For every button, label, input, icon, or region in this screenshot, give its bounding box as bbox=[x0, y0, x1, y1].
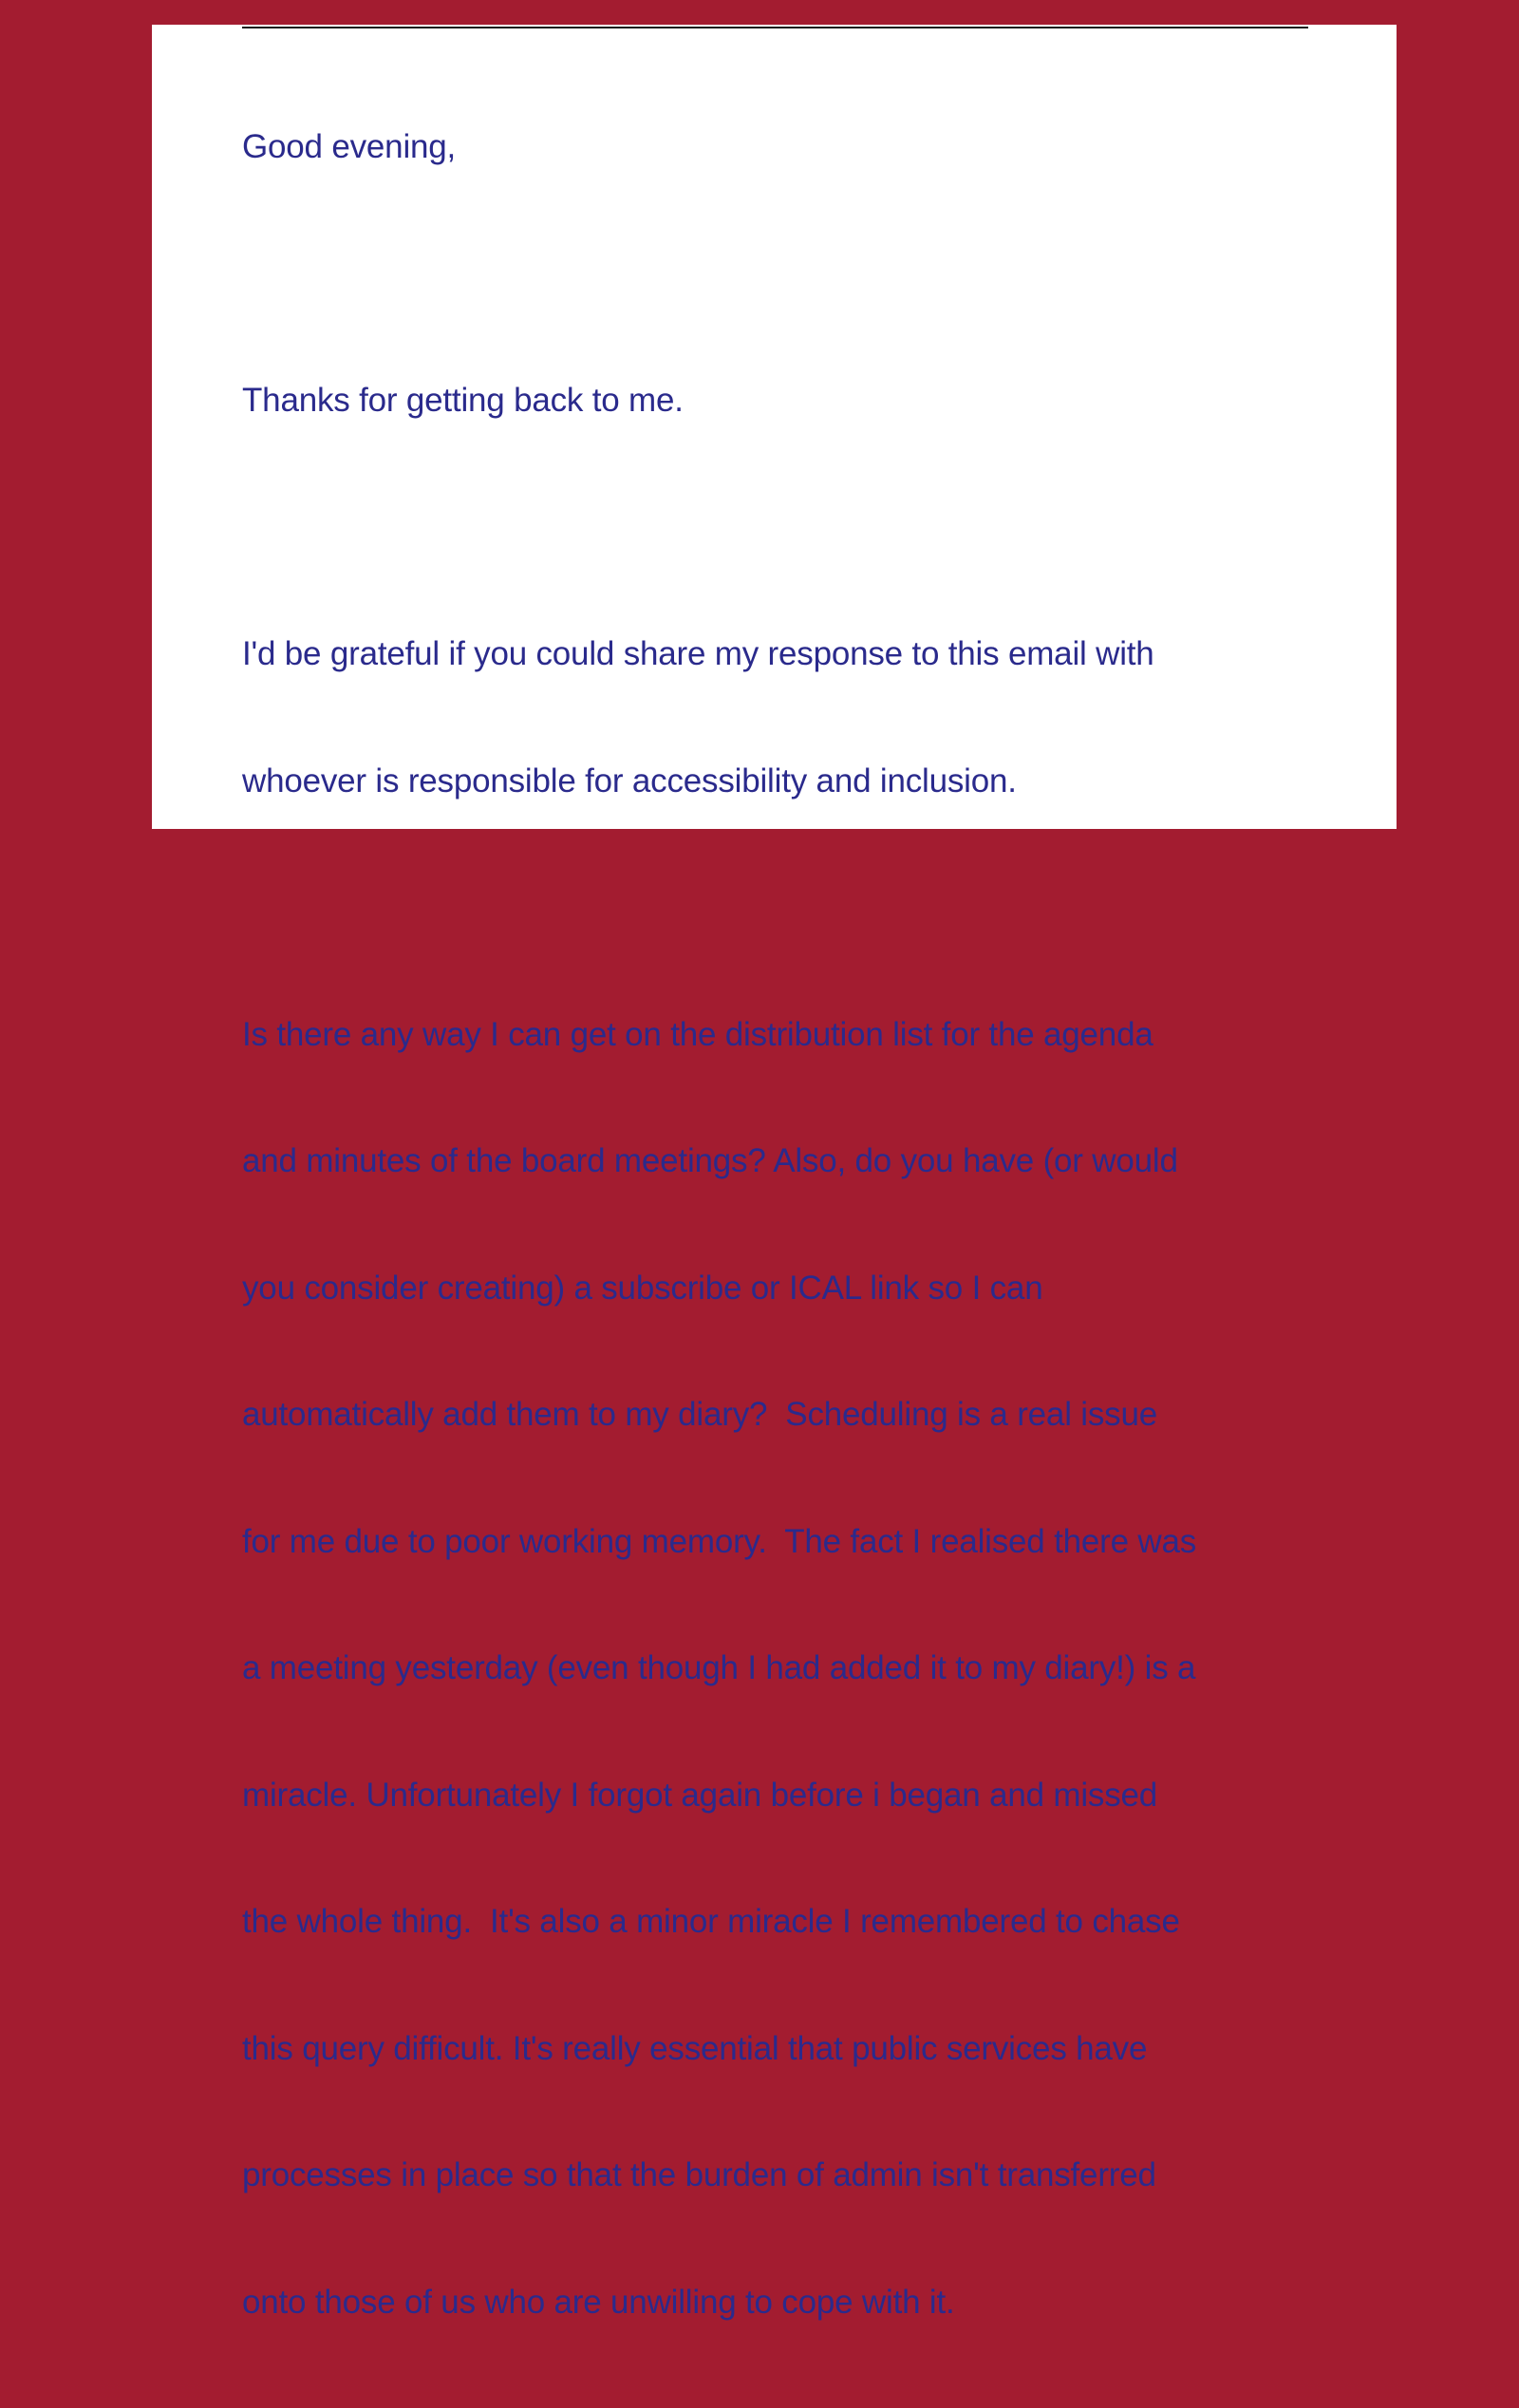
thanks-paragraph bbox=[242, 295, 1343, 507]
body-line: the whole thing. It's also a minor miracle I remembered to chase bbox=[242, 1901, 1343, 1944]
body-line: automatically add them to my diary? Scheduling is a real issue bbox=[242, 1394, 1343, 1437]
body-line: Is there any way I can get on the distribution list for the agenda bbox=[242, 1014, 1343, 1057]
email-body bbox=[242, 42, 1343, 2408]
body-line: this query difficult. It's really essential that public services have bbox=[242, 2028, 1343, 2071]
request-line: I'd be grateful if you could share my response to this email with bbox=[242, 633, 1343, 676]
body-line: miracle. Unfortunately I forgot again before i began and missed bbox=[242, 1775, 1343, 1817]
body-line: and minutes of the board meetings? Also, do you have (or would bbox=[242, 1140, 1343, 1183]
greeting-paragraph bbox=[242, 42, 1343, 254]
email-card bbox=[152, 25, 1397, 829]
greeting-line: Good evening, bbox=[242, 126, 1343, 169]
top-divider bbox=[242, 27, 1308, 28]
body-line: for me due to poor working memory. The fact I realised there was bbox=[242, 1521, 1343, 1564]
main-paragraph bbox=[242, 930, 1343, 2408]
request-paragraph bbox=[242, 549, 1343, 887]
body-line: processes in place so that the burden of admin isn't transferred bbox=[242, 2154, 1343, 2197]
body-line: onto those of us who are unwilling to cope with it. bbox=[242, 2282, 1343, 2324]
body-line: a meeting yesterday (even though I had added it to my diary!) is a bbox=[242, 1647, 1343, 1690]
request-line: whoever is responsible for accessibility and inclusion. bbox=[242, 761, 1343, 803]
body-line: you consider creating) a subscribe or ICAL link so I can bbox=[242, 1268, 1343, 1310]
thanks-line: Thanks for getting back to me. bbox=[242, 380, 1343, 423]
